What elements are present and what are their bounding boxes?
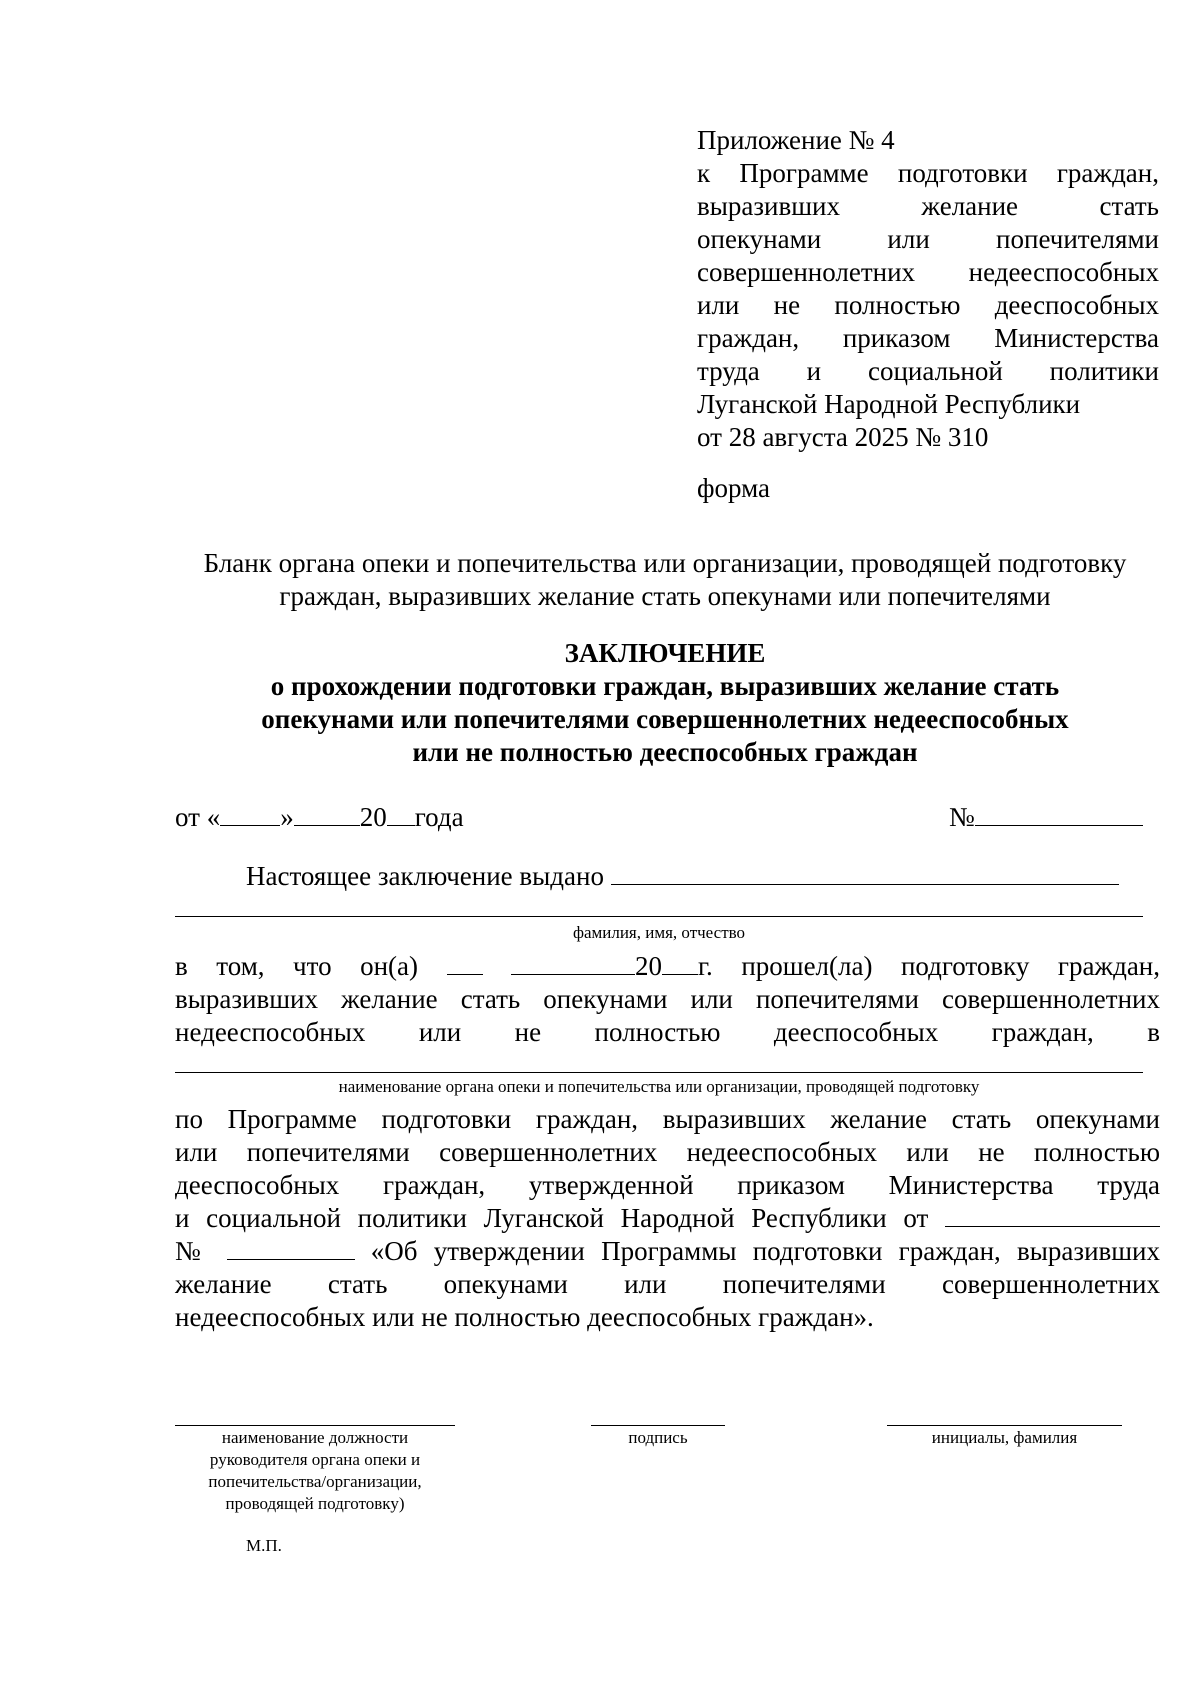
blank-heading bbox=[170, 547, 1160, 613]
document-title bbox=[170, 637, 1160, 769]
body2-line6: желание стать опекунами или попечителями совершеннолетних bbox=[175, 1269, 1160, 1299]
body1-prefix: в том, что он(а) bbox=[175, 951, 418, 981]
initials-caption: инициалы, фамилия bbox=[931, 1428, 1078, 1447]
body2-line2: или попечителями совершеннолетних недееспособных или не полностью bbox=[175, 1137, 1160, 1167]
quote-close: » bbox=[280, 802, 294, 832]
year-prefix-2: 20 bbox=[635, 951, 663, 981]
position-caption bbox=[170, 1427, 460, 1515]
day-field[interactable] bbox=[220, 803, 280, 826]
appendix-line: совершеннолетних недееспособных bbox=[697, 257, 1159, 287]
appendix-line: выразивших желание стать bbox=[697, 191, 1159, 221]
body2-line5-text: «Об утверждении Программы подготовки граждан, выразивших bbox=[370, 1236, 1161, 1266]
day-field-2[interactable] bbox=[447, 952, 483, 975]
position-field-line[interactable] bbox=[175, 1425, 455, 1426]
year-field-2[interactable] bbox=[662, 952, 698, 975]
order-date-field[interactable] bbox=[945, 1204, 1160, 1227]
issued-to-field[interactable] bbox=[611, 862, 1119, 885]
title-line: опекунами или попечителями совершеннолетних недееспособных bbox=[261, 704, 1069, 734]
body1-line2: выразивших желание стать опекунами или попечителями совершеннолетних bbox=[175, 984, 1160, 1014]
body2-line7: недееспособных или не полностью дееспособных граждан». bbox=[175, 1302, 874, 1332]
org-field-line[interactable] bbox=[175, 1072, 1143, 1073]
stamp-label: М.П. bbox=[246, 1536, 282, 1555]
position-caption-line: наименование должности bbox=[221, 1428, 409, 1447]
month-field-2[interactable] bbox=[511, 952, 635, 975]
appendix-line: опекунами или попечителями bbox=[697, 224, 1159, 254]
body2-line1: по Программе подготовки граждан, выразивших желание стать опекунами bbox=[175, 1104, 1160, 1134]
blank-heading-line: Бланк органа опеки и попечительства или организации, проводящей подготовку bbox=[203, 548, 1127, 578]
date-from-label: от « bbox=[175, 802, 221, 832]
appendix-line: к Программе подготовки граждан, bbox=[697, 158, 1159, 188]
appendix-block bbox=[697, 124, 1159, 505]
issued-line bbox=[246, 860, 1119, 893]
appendix-line: или не полностью дееспособных bbox=[697, 290, 1159, 320]
signature-caption: подпись bbox=[628, 1428, 688, 1447]
appendix-line: труда и социальной политики bbox=[697, 356, 1159, 386]
month-field[interactable] bbox=[294, 803, 360, 826]
body1-suffix: г. прошел(ла) подготовку граждан, bbox=[698, 951, 1161, 981]
signature-field-line[interactable] bbox=[591, 1425, 725, 1426]
order-number-field[interactable] bbox=[227, 1237, 355, 1260]
order-number-sign: № bbox=[175, 1236, 211, 1266]
body2-line5 bbox=[175, 1235, 1160, 1268]
position-caption-line: руководителя органа опеки и bbox=[209, 1450, 421, 1469]
body2-line3: дееспособных граждан, утвержденной приказом Министерства труда bbox=[175, 1170, 1160, 1200]
year-field[interactable] bbox=[387, 803, 415, 826]
appendix-date: от 28 августа 2025 № 310 bbox=[697, 422, 989, 452]
body2-line4-text: и социальной политики Луганской Народной Республики от bbox=[175, 1203, 929, 1233]
blank-heading-line: граждан, выразивших желание стать опекунами или попечителями bbox=[279, 581, 1051, 611]
body1-line3: недееспособных или не полностью дееспособных граждан, в bbox=[175, 1017, 1160, 1047]
fio-caption: фамилия, имя, отчество bbox=[572, 923, 746, 942]
body2-line4 bbox=[175, 1202, 1160, 1235]
position-caption-line: проводящей подготовку) bbox=[225, 1494, 405, 1513]
title-line: или не полностью дееспособных граждан bbox=[412, 737, 918, 767]
position-caption-line: попечительства/организации, bbox=[208, 1472, 422, 1491]
title-line: о прохождении подготовки граждан, выразивших желание стать bbox=[270, 671, 1060, 701]
initials-field-line[interactable] bbox=[887, 1425, 1122, 1426]
number-field[interactable] bbox=[975, 803, 1143, 826]
number-sign: № bbox=[949, 802, 975, 832]
appendix-line: Луганской Народной Республики bbox=[697, 389, 1081, 419]
year-prefix: 20 bbox=[359, 802, 387, 832]
date-line bbox=[175, 801, 464, 834]
org-caption: наименование органа опеки и попечительства или организации, проводящей подготовку bbox=[338, 1077, 980, 1096]
body1-line1 bbox=[175, 950, 1160, 983]
fio-field-line[interactable] bbox=[175, 916, 1143, 917]
appendix-title: Приложение № 4 bbox=[697, 125, 895, 155]
year-word: года bbox=[414, 802, 464, 832]
form-label: форма bbox=[697, 473, 770, 503]
issued-label: Настоящее заключение выдано bbox=[246, 861, 604, 891]
appendix-line: граждан, приказом Министерства bbox=[697, 323, 1159, 353]
title-main: ЗАКЛЮЧЕНИЕ bbox=[564, 638, 766, 668]
number-line bbox=[949, 801, 1143, 834]
